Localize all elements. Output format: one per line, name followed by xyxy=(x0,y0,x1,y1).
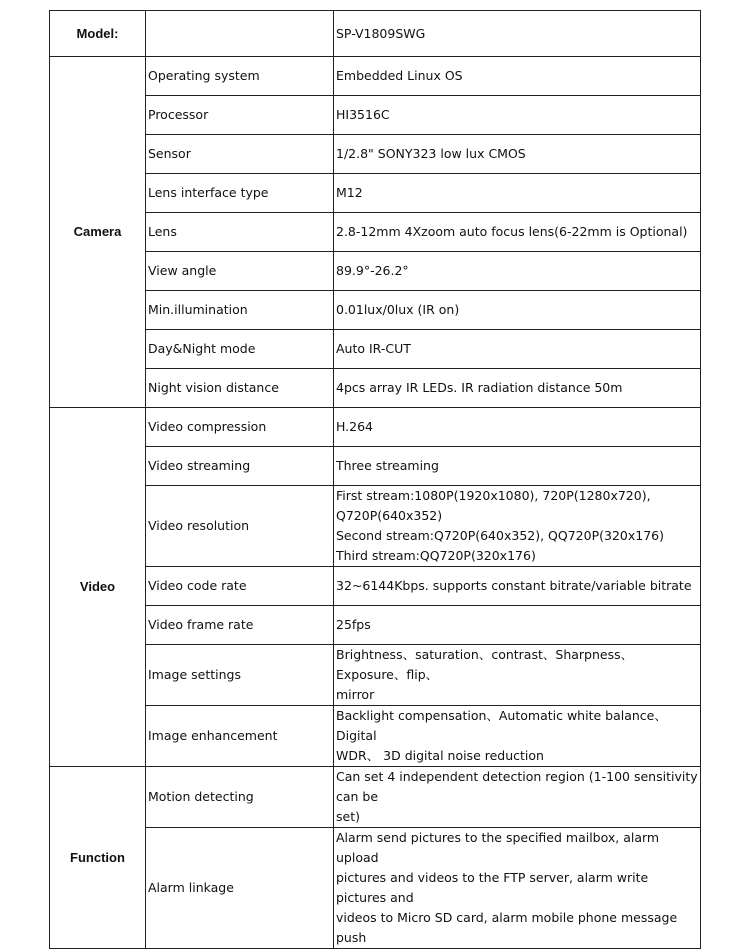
spec-label: Image settings xyxy=(146,645,334,706)
table-row xyxy=(50,408,701,447)
spec-label: Day&Night mode xyxy=(146,330,334,369)
table-row xyxy=(50,486,701,567)
value-line: Alarm send pictures to the specified mailbox, alarm upload xyxy=(336,830,660,865)
table-row xyxy=(50,174,701,213)
spec-value: 89.9°-26.2° xyxy=(334,252,701,291)
spec-label: Alarm linkage xyxy=(146,828,334,949)
table-row xyxy=(50,828,701,949)
spec-value xyxy=(334,828,701,949)
empty-cell xyxy=(146,11,334,57)
spec-label: Lens xyxy=(146,213,334,252)
table-row xyxy=(50,330,701,369)
spec-value: Auto IR-CUT xyxy=(334,330,701,369)
table-row xyxy=(50,606,701,645)
value-line: pictures and videos to the FTP server, alarm write pictures and xyxy=(336,870,649,905)
value-line: mirror xyxy=(336,687,375,702)
spec-label: Operating system xyxy=(146,57,334,96)
table-row xyxy=(50,252,701,291)
spec-label: Min.illumination xyxy=(146,291,334,330)
value-line: set) xyxy=(336,809,360,824)
spec-label: Video frame rate xyxy=(146,606,334,645)
value-line: Second stream:Q720P(640x352), QQ720P(320x176) xyxy=(336,528,664,543)
value-line: First stream:1080P(1920x1080), 720P(1280x720), Q720P(640x352) xyxy=(336,488,651,523)
spec-label: View angle xyxy=(146,252,334,291)
spec-value xyxy=(334,486,701,567)
spec-value: Three streaming xyxy=(334,447,701,486)
spec-label: Lens interface type xyxy=(146,174,334,213)
value-line: Brightness、saturation、contrast、Sharpness、Exposure、flip、 xyxy=(336,647,634,682)
spec-value xyxy=(334,706,701,767)
model-label: Model: xyxy=(50,11,146,57)
spec-value: 32~6144Kbps. supports constant bitrate/variable bitrate xyxy=(334,567,701,606)
spec-label: Video compression xyxy=(146,408,334,447)
spec-label: Night vision distance xyxy=(146,369,334,408)
group-function: Function xyxy=(50,767,146,949)
spec-value: 2.8-12mm 4Xzoom auto focus lens(6-22mm is Optional) xyxy=(334,213,701,252)
value-line: WDR、 3D digital noise reduction xyxy=(336,748,544,763)
spec-value: 4pcs array IR LEDs. IR radiation distance 50m xyxy=(334,369,701,408)
spec-value xyxy=(334,645,701,706)
spec-value: Embedded Linux OS xyxy=(334,57,701,96)
table-row xyxy=(50,11,701,57)
spec-table xyxy=(49,10,701,949)
table-row xyxy=(50,767,701,828)
table-row xyxy=(50,567,701,606)
table-row xyxy=(50,96,701,135)
group-video: Video xyxy=(50,408,146,767)
table-row xyxy=(50,57,701,96)
model-value: SP-V1809SWG xyxy=(334,11,701,57)
spec-label: Sensor xyxy=(146,135,334,174)
table-row xyxy=(50,645,701,706)
spec-label: Video streaming xyxy=(146,447,334,486)
spec-value xyxy=(334,767,701,828)
spec-label: Video code rate xyxy=(146,567,334,606)
group-camera: Camera xyxy=(50,57,146,408)
table-row xyxy=(50,369,701,408)
table-row xyxy=(50,135,701,174)
spec-value: 0.01lux/0lux (IR on) xyxy=(334,291,701,330)
value-line: Can set 4 independent detection region (1-100 sensitivity can be xyxy=(336,769,698,804)
value-line: Backlight compensation、Automatic white balance、Digital xyxy=(336,708,667,743)
table-row xyxy=(50,706,701,767)
value-line: Third stream:QQ720P(320x176) xyxy=(336,548,536,563)
spec-value: HI3516C xyxy=(334,96,701,135)
spec-label: Processor xyxy=(146,96,334,135)
spec-label: Image enhancement xyxy=(146,706,334,767)
table-row xyxy=(50,447,701,486)
spec-label: Video resolution xyxy=(146,486,334,567)
spec-value: 25fps xyxy=(334,606,701,645)
value-line: videos to Micro SD card, alarm mobile phone message push xyxy=(336,910,678,945)
table-row xyxy=(50,213,701,252)
spec-value: H.264 xyxy=(334,408,701,447)
spec-value: 1/2.8" SONY323 low lux CMOS xyxy=(334,135,701,174)
spec-value: M12 xyxy=(334,174,701,213)
table-row xyxy=(50,291,701,330)
spec-label: Motion detecting xyxy=(146,767,334,828)
